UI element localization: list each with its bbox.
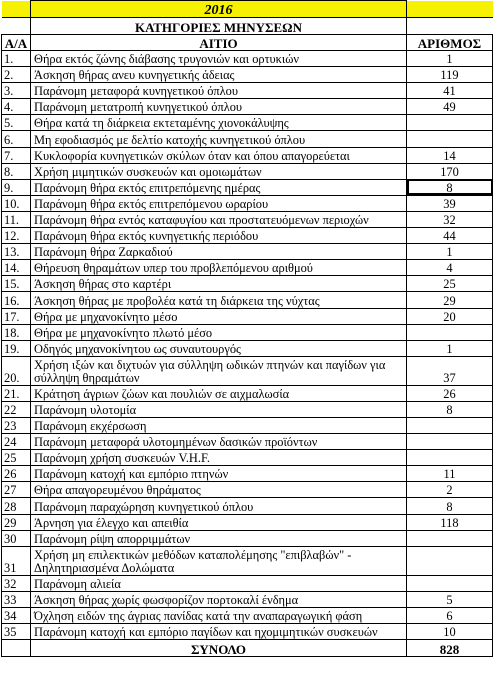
header-index[interactable]: Α/Α bbox=[2, 35, 31, 51]
table-row bbox=[2, 276, 493, 292]
row-reason-cell[interactable]: Κυκλοφορία κυνηγετικών σκύλων όταν και όπου απαγορεύεται bbox=[31, 147, 407, 163]
row-reason-cell[interactable]: Άσκηση θήρας ανευ κυνηγετικής άδειας bbox=[31, 67, 407, 83]
table-row bbox=[2, 466, 493, 482]
row-index-cell[interactable]: 21. bbox=[2, 385, 31, 401]
header-row bbox=[2, 35, 493, 51]
row-reason-cell[interactable]: Άσκηση θήρας με προβολέα κατά τη διάρκεια της νύχτας bbox=[31, 292, 407, 308]
row-reason-cell[interactable]: Άρνηση για έλεγχο και απειθία bbox=[31, 514, 407, 530]
row-index-cell[interactable]: 1. bbox=[2, 51, 31, 67]
table-row bbox=[2, 163, 493, 179]
row-index-cell[interactable]: 22 bbox=[2, 401, 31, 417]
row-count-cell[interactable]: 170 bbox=[407, 163, 493, 179]
row-count-cell[interactable]: 44 bbox=[407, 228, 493, 244]
row-count-cell[interactable]: 2 bbox=[407, 482, 493, 498]
table-row bbox=[2, 67, 493, 83]
table-row bbox=[2, 482, 493, 498]
row-reason-cell[interactable]: Παράνομη αλιεία bbox=[31, 575, 407, 591]
row-index-cell[interactable]: 27 bbox=[2, 482, 31, 498]
row-index-cell[interactable]: 19. bbox=[2, 340, 31, 356]
table-title[interactable]: ΚΑΤΗΓΟΡΙΕΣ ΜΗΝΥΣΕΩΝ bbox=[31, 18, 407, 35]
row-index-cell[interactable]: 15. bbox=[2, 276, 31, 292]
row-index-cell[interactable]: 30 bbox=[2, 530, 31, 546]
row-count-cell[interactable] bbox=[407, 450, 493, 466]
row-index-cell[interactable]: 28 bbox=[2, 498, 31, 514]
table-row bbox=[2, 244, 493, 260]
row-count-cell[interactable]: 20 bbox=[407, 308, 493, 324]
row-index-cell[interactable]: 11. bbox=[2, 211, 31, 227]
row-index-cell[interactable]: 31 bbox=[2, 546, 31, 575]
table-row bbox=[2, 324, 493, 340]
row-count-cell[interactable]: 8 bbox=[407, 401, 493, 417]
table-row bbox=[2, 260, 493, 276]
row-count-cell[interactable] bbox=[407, 324, 493, 340]
row-count-cell[interactable] bbox=[407, 115, 493, 131]
row-reason-cell[interactable]: Χρήση ιξών και διχτυών για σύλληψη ωδικών πτηνών και παγίδων για σύλληψη θηραμάτων bbox=[31, 356, 407, 385]
row-index-cell[interactable]: 9. bbox=[2, 179, 31, 195]
row-reason-cell[interactable]: Άσκηση θήρας χωρίς φωσφορίζον πορτοκαλί ένδημα bbox=[31, 591, 407, 607]
row-count-cell[interactable]: 5 bbox=[407, 591, 493, 607]
table-row bbox=[2, 211, 493, 227]
row-count-cell[interactable] bbox=[407, 434, 493, 450]
row-index-cell[interactable]: 2. bbox=[2, 67, 31, 83]
row-index-cell[interactable]: 12. bbox=[2, 228, 31, 244]
table-row bbox=[2, 591, 493, 607]
table-row bbox=[2, 417, 493, 433]
table-row bbox=[2, 530, 493, 546]
row-index-cell[interactable]: 13. bbox=[2, 244, 31, 260]
row-index-cell[interactable]: 25 bbox=[2, 450, 31, 466]
table-row bbox=[2, 401, 493, 417]
row-reason-cell[interactable]: Άσκηση θήρας στο καρτέρι bbox=[31, 276, 407, 292]
violations-table bbox=[1, 0, 493, 657]
row-index-cell[interactable]: 14. bbox=[2, 260, 31, 276]
table-row bbox=[2, 575, 493, 591]
row-reason-cell[interactable]: Παράνομη θήρα εκτός επιτρεπόμενου ωραρίου bbox=[31, 195, 407, 211]
header-reason[interactable]: ΑΙΤΙΟ bbox=[31, 35, 407, 51]
row-reason-cell[interactable]: Παράνομη ρίψη απορριμμάτων bbox=[31, 530, 407, 546]
row-reason-cell[interactable]: Κράτηση άγριων ζώων και πουλιών σε αιχμαλωσία bbox=[31, 385, 407, 401]
table-row bbox=[2, 228, 493, 244]
row-reason-cell[interactable]: Παράνομη χρήση συσκευών V.H.F. bbox=[31, 450, 407, 466]
row-reason-cell[interactable]: Παράνομη εκχέρσωση bbox=[31, 417, 407, 433]
total-row bbox=[2, 640, 493, 657]
row-reason-cell[interactable]: Θήρα με μηχανοκίνητο πλωτό μέσο bbox=[31, 324, 407, 340]
row-index-cell[interactable]: 35 bbox=[2, 624, 31, 640]
row-count-cell[interactable]: 1 bbox=[407, 340, 493, 356]
selected-count-cell[interactable]: 8 bbox=[407, 179, 493, 195]
row-count-cell[interactable]: 118 bbox=[407, 514, 493, 530]
year-row bbox=[2, 1, 493, 18]
row-count-cell[interactable]: 32 bbox=[407, 211, 493, 227]
row-count-cell[interactable]: 11 bbox=[407, 466, 493, 482]
table-row bbox=[2, 115, 493, 131]
title-row bbox=[2, 18, 493, 35]
row-index-cell[interactable]: 16. bbox=[2, 292, 31, 308]
row-reason-cell[interactable]: Χρήση μη επιλεκτικών μεθόδων καταπολέμησης "επιβλαβών" - Δηλητηριασμένα Δολώματα bbox=[31, 546, 407, 575]
row-count-cell[interactable]: 8 bbox=[407, 498, 493, 514]
row-count-cell[interactable]: 10 bbox=[407, 624, 493, 640]
total-value[interactable]: 828 bbox=[407, 640, 493, 657]
table-row bbox=[2, 340, 493, 356]
row-index-cell[interactable]: 17. bbox=[2, 308, 31, 324]
table-row bbox=[2, 450, 493, 466]
row-count-cell[interactable] bbox=[407, 417, 493, 433]
row-index-cell[interactable]: 29 bbox=[2, 514, 31, 530]
row-reason-cell[interactable]: Παράνομη κατοχή και εμπόριο πτηνών bbox=[31, 466, 407, 482]
row-index-cell[interactable]: 33 bbox=[2, 591, 31, 607]
row-index-cell[interactable]: 6. bbox=[2, 131, 31, 147]
table-row bbox=[2, 546, 493, 575]
row-reason-cell[interactable]: Παράνομη μεταφορά κυνηγετικού όπλου bbox=[31, 83, 407, 99]
row-index-cell[interactable]: 5. bbox=[2, 115, 31, 131]
table-row bbox=[2, 99, 493, 115]
table-row bbox=[2, 179, 493, 195]
row-reason-cell[interactable]: Παράνομη κατοχή και εμπόριο παγίδων και ηχομιμητικών συσκευών bbox=[31, 624, 407, 640]
table-row bbox=[2, 607, 493, 623]
row-reason-cell[interactable]: Παράνομη μεταφορά υλοτομημένων δασικών προϊόντων bbox=[31, 434, 407, 450]
table-row bbox=[2, 51, 493, 67]
row-reason-cell[interactable]: Θήρα με μηχανοκίνητο μέσο bbox=[31, 308, 407, 324]
table-row bbox=[2, 624, 493, 640]
header-count[interactable]: ΑΡΙΘΜΟΣ bbox=[407, 35, 493, 51]
row-count-cell[interactable]: 1 bbox=[407, 51, 493, 67]
total-index-cell[interactable] bbox=[2, 640, 31, 657]
row-count-cell[interactable] bbox=[407, 546, 493, 575]
row-count-cell[interactable]: 14 bbox=[407, 147, 493, 163]
row-count-cell[interactable]: 41 bbox=[407, 83, 493, 99]
row-reason-cell[interactable]: Παράνομη θήρα Ζαρκαδιού bbox=[31, 244, 407, 260]
row-reason-cell[interactable]: Παράνομη θήρα εντός καταφυγίου και προστατευόμενων περιοχών bbox=[31, 211, 407, 227]
row-reason-cell[interactable]: Θήρα κατά τη διάρκεια εκτεταμένης χιονοκάλυψης bbox=[31, 115, 407, 131]
row-index-cell[interactable]: 20. bbox=[2, 356, 31, 385]
row-index-cell[interactable]: 34 bbox=[2, 607, 31, 623]
row-reason-cell[interactable]: Παράνομη θήρα εκτός επιτρεπόμενης ημέρας bbox=[31, 179, 407, 195]
row-reason-cell[interactable]: Οδηγός μηχανοκίνητου ως συναυτουργός bbox=[31, 340, 407, 356]
row-index-cell[interactable]: 4. bbox=[2, 99, 31, 115]
row-reason-cell[interactable]: Μη εφοδιασμός με δελτίο κατοχής κυνηγετικού όπλου bbox=[31, 131, 407, 147]
row-count-cell[interactable]: 39 bbox=[407, 195, 493, 211]
row-count-cell[interactable] bbox=[407, 575, 493, 591]
row-count-cell[interactable]: 37 bbox=[407, 356, 493, 385]
row-count-cell[interactable]: 6 bbox=[407, 607, 493, 623]
row-count-cell[interactable]: 4 bbox=[407, 260, 493, 276]
row-reason-cell[interactable]: Παράνομη μετατροπή κυνηγετικού όπλου bbox=[31, 99, 407, 115]
row-index-cell[interactable]: 24 bbox=[2, 434, 31, 450]
row-count-cell[interactable] bbox=[407, 131, 493, 147]
row-reason-cell[interactable]: Θήρευση θηραμάτων υπερ του προβλεπόμενου αριθμού bbox=[31, 260, 407, 276]
table-row bbox=[2, 195, 493, 211]
table-row bbox=[2, 308, 493, 324]
row-count-cell[interactable] bbox=[407, 530, 493, 546]
row-index-cell[interactable]: 8. bbox=[2, 163, 31, 179]
row-index-cell[interactable]: 3. bbox=[2, 83, 31, 99]
row-reason-cell[interactable]: Παράνομη υλοτομία bbox=[31, 401, 407, 417]
row-reason-cell[interactable]: Θήρα απαγορευμένου θηράματος bbox=[31, 482, 407, 498]
table-row bbox=[2, 83, 493, 99]
row-reason-cell[interactable]: Χρήση μιμητικών συσκευών και ομοιωμάτων bbox=[31, 163, 407, 179]
table-row bbox=[2, 498, 493, 514]
row-count-cell[interactable]: 29 bbox=[407, 292, 493, 308]
row-index-cell[interactable]: 32 bbox=[2, 575, 31, 591]
table-row bbox=[2, 147, 493, 163]
row-index-cell[interactable]: 7. bbox=[2, 147, 31, 163]
table-row bbox=[2, 514, 493, 530]
table-row bbox=[2, 385, 493, 401]
row-index-cell[interactable]: 26 bbox=[2, 466, 31, 482]
row-reason-cell[interactable]: Παράνομη θήρα εκτός κυνηγετικής περιόδου bbox=[31, 228, 407, 244]
row-count-cell[interactable]: 25 bbox=[407, 276, 493, 292]
row-reason-cell[interactable]: Όχληση ειδών της άγριας πανίδας κατά την αναπαραγωγική φάση bbox=[31, 607, 407, 623]
total-label[interactable]: ΣΥΝΟΛΟ bbox=[31, 640, 407, 657]
table-row bbox=[2, 356, 493, 385]
table-row bbox=[2, 292, 493, 308]
row-index-cell[interactable]: 18. bbox=[2, 324, 31, 340]
row-count-cell[interactable]: 1 bbox=[407, 244, 493, 260]
row-index-cell[interactable]: 10. bbox=[2, 195, 31, 211]
row-reason-cell[interactable]: Παράνομη παραχώρηση κυνηγετικού όπλου bbox=[31, 498, 407, 514]
table-row bbox=[2, 434, 493, 450]
row-index-cell[interactable]: 23 bbox=[2, 417, 31, 433]
year-cell[interactable]: 2016 bbox=[31, 1, 407, 18]
table-row bbox=[2, 131, 493, 147]
row-reason-cell[interactable]: Θήρα εκτός ζώνης διάβασης τρυγονιών και ορτυκιών bbox=[31, 51, 407, 67]
row-count-cell[interactable]: 49 bbox=[407, 99, 493, 115]
row-count-cell[interactable]: 26 bbox=[407, 385, 493, 401]
row-count-cell[interactable]: 119 bbox=[407, 67, 493, 83]
